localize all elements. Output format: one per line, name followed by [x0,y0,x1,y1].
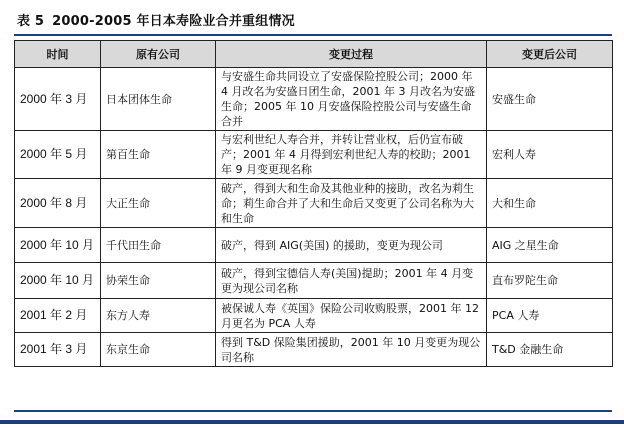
cell-time: 2000 年 8 月 [15,179,101,228]
table-row [15,179,613,228]
header-company: 原有公司 [101,41,216,68]
top-rule [14,34,612,36]
cell-company: 东京生命 [101,333,216,367]
table-title [17,10,295,29]
cell-new-company: 直布罗陀生命 [487,263,613,299]
cell-process: 与宏利世纪人寿合并，并转让营业权，后仍宣布破产；2001 年 4 月得到宏利世纪人寿的校助；2001 年 9 月变更现名称 [216,131,487,179]
table-row [15,131,613,179]
cell-company: 日本团体生命 [101,68,216,131]
cell-process: 破产，得到宝德信人寿(美国)提助；2001 年 4 月变更为现公司名称 [216,263,487,299]
header-new-company: 变更后公司 [487,41,613,68]
merger-table [14,40,613,367]
cell-time: 2001 年 3 月 [15,333,101,367]
cell-company: 大正生命 [101,179,216,228]
cell-process: 得到 T&D 保险集团援助，2001 年 10 月变更为现公司名称 [216,333,487,367]
cell-process: 破产，得到大和生命及其他业种的接助，改名为莉生命；莉生命合并了大和生命后又变更了公司名称为大和生命 [216,179,487,228]
cell-new-company: T&D 金融生命 [487,333,613,367]
cell-company: 东方人寿 [101,299,216,333]
cell-company: 第百生命 [101,131,216,179]
header-process: 变更过程 [216,41,487,68]
bottom-rule [14,410,612,412]
cell-process: 与安盛生命共同设立了安盛保险控股公司；2000 年 4 月改名为安盛日团生命，2001 年 3 月改名为安盛生命；2005 年 10 月安盛保险控股公司与安盛生命合并 [216,68,487,131]
cell-process: 破产，得到 AIG(美国) 的援助，变更为现公司 [216,228,487,263]
cell-time: 2000 年 10 月 [15,263,101,299]
cell-company: 千代田生命 [101,228,216,263]
cell-new-company: 大和生命 [487,179,613,228]
cell-new-company: AIG 之星生命 [487,228,613,263]
cell-new-company: 宏利人寿 [487,131,613,179]
cell-company: 协荣生命 [101,263,216,299]
cell-time: 2000 年 3 月 [15,68,101,131]
table-number: 表 5 [17,14,45,29]
page-footer-bar [0,420,624,424]
header-time: 时间 [15,41,101,68]
table-title-text: 2000-2005 年日本寿险业合并重组情况 [52,14,295,29]
table-row [15,228,613,263]
table-row [15,263,613,299]
cell-process: 被保诚人寿《英国》保险公司收购股票，2001 年 12 月更名为 PCA 人寿 [216,299,487,333]
cell-new-company: PCA 人寿 [487,299,613,333]
cell-time: 2001 年 2 月 [15,299,101,333]
table-row [15,299,613,333]
header-row [15,41,613,68]
cell-time: 2000 年 10 月 [15,228,101,263]
table-row [15,68,613,131]
cell-time: 2000 年 5 月 [15,131,101,179]
table-row [15,333,613,367]
cell-new-company: 安盛生命 [487,68,613,131]
